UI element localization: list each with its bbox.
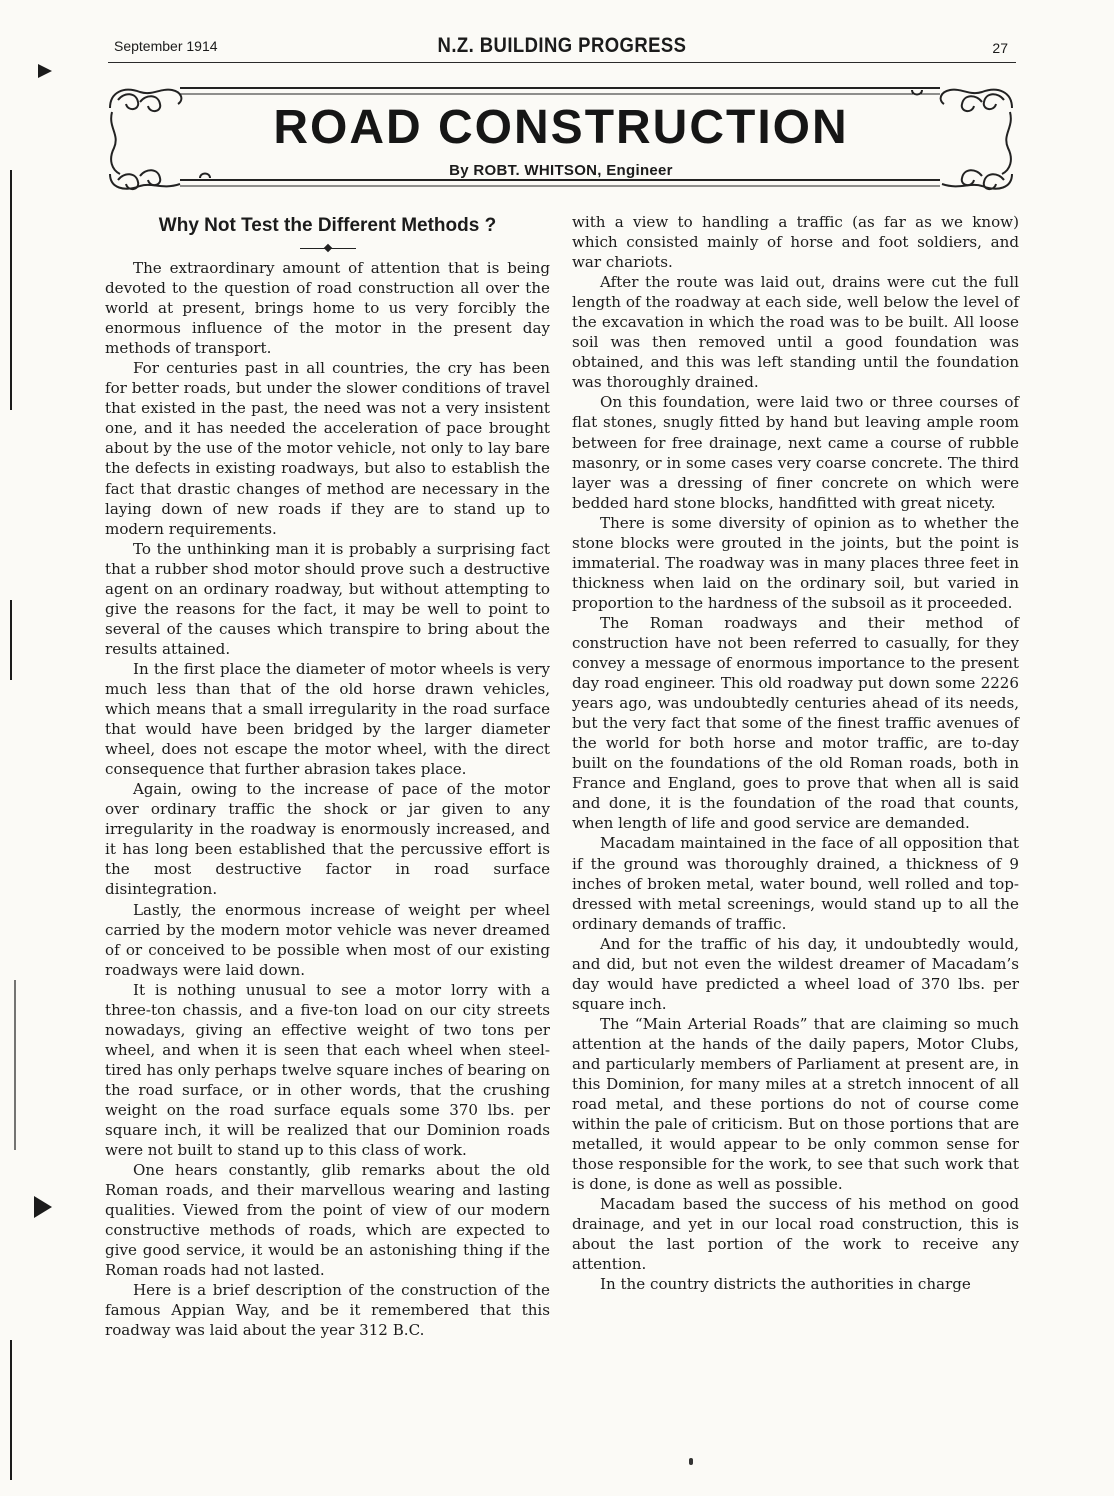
scan-mark-arrow-top: [38, 64, 52, 78]
article-title: ROAD CONSTRUCTION: [273, 101, 849, 154]
issue-date: September 1914: [114, 38, 218, 54]
paragraph: The Roman roadways and their method of construction have not been referred to casually, for they convey a message of enormous importance to the present day road engineer. This old roadway put down some 2226 years ago, was undoubtedly centuries ahead of its needs, but the very fact that some of the finest traffic avenues of the world for both horse and motor traffic, are to-day built on the foundations of the old Roman roads, both in France and England, goes to prove that when all is said and done, it is the foundation of the road that counts, when length of life and good service are demanded.: [572, 613, 1019, 833]
page-number: 27: [992, 40, 1008, 56]
paragraph-continued: with a view to handling a traffic (as far as we know) which consisted mainly of horse and foot soldiers, and war chariots.: [572, 213, 1019, 272]
scan-mark-arrow-bottom: [34, 1196, 52, 1218]
title-banner: [100, 78, 1022, 196]
paragraph: And for the traffic of his day, it undoubtedly would, and did, but not even the wildest dreamer of Macadam’s day would have predicted a wheel load of 370 lbs. per square inch.: [572, 934, 1019, 1013]
page-speck: [689, 1458, 693, 1465]
paragraph: Again, owing to the increase of pace of the motor over ordinary traffic the shock or jar given to any irregularity in the roadway is enormously increased, and it has long been established that the percussive effort is the most destructive factor in road surface disintegration.: [105, 780, 550, 899]
article-column-right: [572, 212, 1019, 1295]
paragraph: To the unthinking man it is probably a surprising fact that a rubber shod motor should prove such a destructive agent on an ordinary roadway, but without attempting to give the reasons for the fact, it may be well to point to several of the causes which transpire to bring about the results attained.: [105, 539, 550, 658]
author-byline: By ROBT. WHITSON, Engineer: [449, 162, 673, 179]
paragraph: After the route was laid out, drains were cut the full length of the roadway at each side, well below the level of the excavation in which the road was to be built. All loose soil was then removed until a good foundation was obtained, and this was left standing until the foundation was thoroughly drained.: [572, 273, 1019, 392]
magazine-title: N.Z. BUILDING PROGRESS: [437, 34, 687, 57]
diamond-rule: [300, 244, 356, 254]
paragraph: One hears constantly, glib remarks about the old Roman roads, and their marvellous wearing and lasting qualities. Viewed from the point of view of our modern constructive methods of roads, which are expected to give good service, it would be an astonishing thing if the Roman roads had not lasted.: [105, 1161, 550, 1280]
paragraph: Here is a brief description of the construction of the famous Appian Way, and be it remembered that this roadway was laid about the year 312 B.C.: [105, 1281, 550, 1340]
paragraph: For centuries past in all countries, the cry has been for better roads, but under the slower conditions of travel that existed in the past, the need was not a very insistent one, and it has needed the acceleration of pace brought about by the use of the motor vehicle, not only to lay bare the defects in existing roadways, but also to establish the fact that drastic changes of method are necessary in the laying down of new roads if they are to stand up to modern requirements.: [105, 359, 550, 538]
scan-mark-line: [10, 1340, 12, 1480]
paragraph: It is nothing unusual to see a motor lorry with a three-ton chassis, and a five-ton load on our city streets nowadays, giving an effective weight of two tons per wheel, and when it is seen that each wheel when steel-tired has only perhaps twelve square inches of bearing on the road surface, or in other words, that the crushing weight on the road surface equals some 370 lbs. per square inch, it will be realized that our Dominion roads were not built to stand up to this class of work.: [105, 980, 550, 1160]
article-subheading: Why Not Test the Different Methods ?: [158, 215, 497, 236]
running-header: [108, 36, 1016, 63]
paragraph: The “Main Arterial Roads” that are claiming so much attention at the hands of the daily papers, Motor Clubs, and particularly members of Parliament at present are, in this Dominion, for many miles at a stretch innocent of all road metal, and these portions do not of course come within the pale of criticism. But on those portions that are metalled, it would appear to be only common sense for those responsible for the work, to see that such work that is done, is done as well as possible.: [572, 1014, 1019, 1194]
scan-mark-line: [10, 600, 12, 680]
paragraph: On this foundation, were laid two or three courses of flat stones, snugly fitted by hand but leaving ample room between for free drainage, next came a course of rubble masonry, or in some cases very coarse concrete. The third layer was a dressing of finer concrete on which were bedded hard stone blocks, handfitted with great nicety.: [572, 393, 1019, 512]
paragraph: There is some diversity of opinion as to whether the stone blocks were grouted in the joints, but the point is immaterial. The roadway was in many places three feet in thickness when laid on the ordinary soil, but varied in proportion to the hardness of the subsoil as it proceeded.: [572, 513, 1019, 612]
paragraph: The extraordinary amount of attention that is being devoted to the question of road construction all over the world at present, brings home to us very forcibly the enormous influence of the motor in the present day methods of transport.: [105, 259, 550, 358]
scan-mark-line: [10, 170, 12, 410]
paragraph: Lastly, the enormous increase of weight per wheel carried by the modern motor vehicle was never dreamed of or conceived to be possible when most of our existing roadways were laid down.: [105, 900, 550, 979]
paragraph: In the first place the diameter of motor wheels is very much less than that of the old horse drawn vehicles, which means that a small irregularity in the road surface that would have been bridged by the larger diameter wheel, does not escape the motor wheel, with the direct consequence that further abrasion takes place.: [105, 659, 550, 779]
paragraph: Macadam maintained in the face of all opposition that if the ground was thoroughly drained, a thickness of 9 inches of broken metal, water bound, well rolled and top-dressed with metal screenings, would stand up to all the ordinary demands of traffic.: [572, 834, 1019, 933]
article-column-left: [105, 212, 550, 1341]
paragraph: In the country districts the authorities in charge: [600, 1275, 971, 1294]
paragraph: Macadam based the success of his method on good drainage, and yet in our local road construction, this is about the last portion of the work to receive any attention.: [572, 1195, 1019, 1274]
scan-mark-line: [14, 980, 16, 1150]
